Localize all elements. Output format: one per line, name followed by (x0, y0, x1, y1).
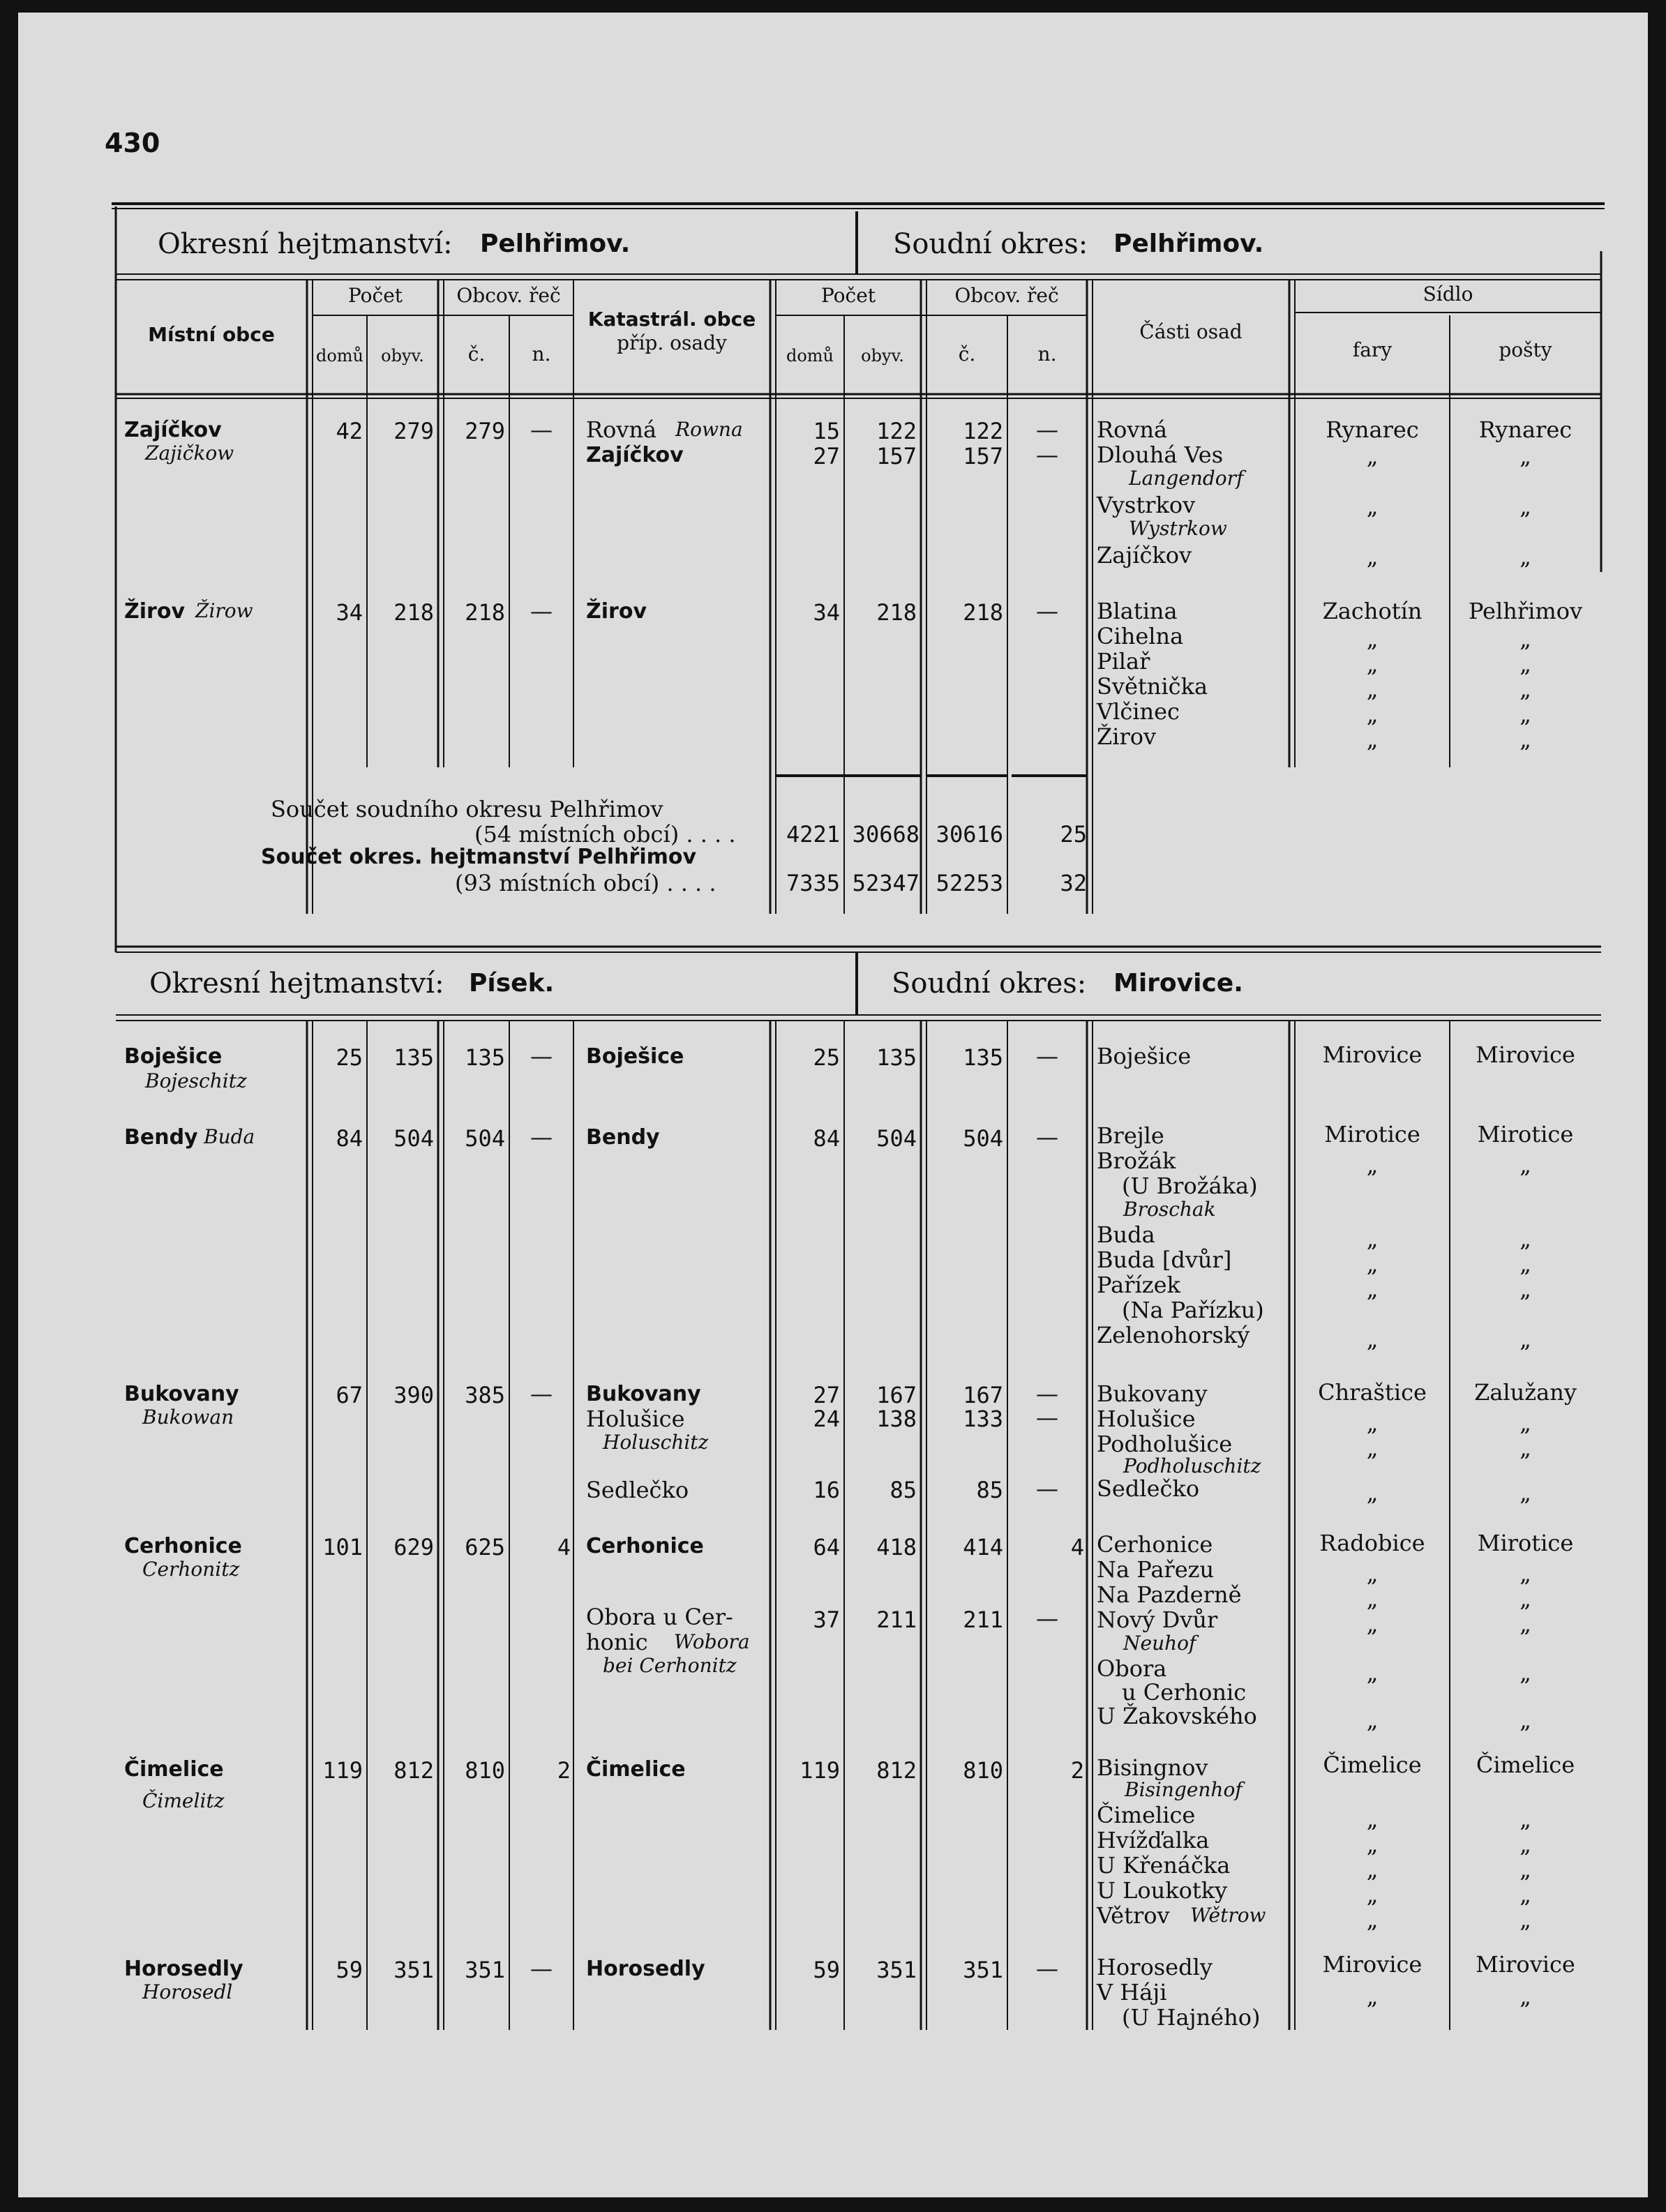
ditto: „ (1366, 1410, 1379, 1436)
col-obyv-2: obyv. (861, 346, 904, 366)
cast-osady: Cerhonice (1097, 1531, 1213, 1558)
cast-osady: Brožák (1097, 1148, 1176, 1174)
ditto: „ (1519, 1560, 1531, 1587)
col-pocet-2: Počet (820, 284, 876, 307)
col-c: č. (467, 343, 486, 366)
kat-n: — (1036, 1605, 1058, 1632)
ditto: „ (1519, 1881, 1531, 1908)
cast-osady: Cihelna (1097, 623, 1184, 649)
kat-domu: 24 (813, 1406, 840, 1432)
obec-n: — (530, 1043, 553, 1069)
kat-c: 218 (963, 599, 1003, 626)
kat-c: 157 (963, 443, 1003, 469)
kat-domu: 64 (813, 1534, 840, 1560)
kat-n: — (1036, 1124, 1058, 1150)
cast-osady: Bukovany (1097, 1380, 1208, 1407)
kat-alt-name-cont: bei Cerhonitz (603, 1654, 737, 1677)
ditto: „ (1519, 1435, 1531, 1461)
sum-label-3: Součet okres. hejtmanství Pelhřimov (261, 845, 697, 869)
col-sidlo: Sídlo (1423, 283, 1473, 306)
obec-n: — (530, 1380, 553, 1407)
obec-domu: 25 (336, 1044, 363, 1071)
obec-n: — (530, 598, 553, 624)
cast-osady: Pařízek (1097, 1272, 1180, 1298)
obec-obyv: 504 (393, 1125, 434, 1152)
obec-c: 810 (465, 1757, 505, 1784)
obec-name: Žirov (124, 599, 185, 624)
soud-name-1: Pelhřimov. (1113, 230, 1264, 258)
kat-domu: 37 (813, 1607, 840, 1633)
sidlo-fary: Chraštice (1318, 1379, 1427, 1406)
sum-label-4: (93 místních obcí) . . . . (455, 870, 716, 896)
kat-n: — (1036, 1404, 1058, 1431)
col-obyv: obyv. (381, 346, 424, 366)
ditto: „ (1519, 1152, 1531, 1178)
kat-obyv: 122 (876, 418, 917, 444)
cast-osady: Žirov (1097, 723, 1157, 750)
obec-alt-name: Buda (204, 1125, 255, 1148)
ditto: „ (1519, 676, 1531, 702)
ditto: „ (1366, 1560, 1379, 1587)
okres-label-1: Okresní hejtmanství: (158, 228, 453, 260)
cast-osady: Buda [dvůr] (1097, 1247, 1232, 1273)
cast-osady: Rovná (1097, 416, 1168, 443)
sidlo-fary: Mirovice (1322, 1041, 1423, 1068)
obec-alt-name: Bojeschitz (145, 1069, 247, 1092)
cast-osady: Nový Dvůr (1097, 1607, 1218, 1633)
ditto: „ (1366, 1856, 1379, 1883)
col-fary: fary (1352, 338, 1393, 361)
obec-obyv: 351 (393, 1957, 434, 1983)
kat-c: 211 (963, 1607, 1003, 1633)
kat-obyv: 157 (876, 443, 917, 469)
ditto: „ (1519, 543, 1531, 570)
ditto: „ (1519, 1276, 1531, 1302)
obec-obyv: 135 (393, 1044, 434, 1071)
obec-c: 504 (465, 1125, 505, 1152)
obec-alt-name: Čimelitz (142, 1789, 225, 1812)
sidlo-fary: Mirovice (1322, 1951, 1423, 1978)
sidlo-posty: Mirotice (1477, 1121, 1574, 1148)
col-pocet: Počet (347, 284, 403, 307)
okres-name-2: Písek. (469, 969, 555, 998)
sidlo-posty: Rynarec (1478, 416, 1573, 443)
sidlo-posty: Čimelice (1476, 1752, 1575, 1778)
obec-obyv: 390 (393, 1382, 434, 1408)
obec-n: 2 (557, 1757, 571, 1784)
kat-name: Bukovany (586, 1382, 701, 1406)
ditto: „ (1519, 1586, 1531, 1612)
col-mistni-obce: Místní obce (148, 323, 275, 346)
cast-osady: Vystrkov (1097, 492, 1196, 518)
obec-c: 351 (465, 1957, 505, 1983)
obec-name: Bendy (124, 1125, 198, 1150)
okres-name-1: Pelhřimov. (480, 230, 631, 258)
ditto: „ (1519, 651, 1531, 677)
sum-domu: 4221 (786, 821, 840, 848)
cast-osady-alt: Wětrow (1190, 1904, 1266, 1927)
ditto: „ (1519, 1660, 1531, 1686)
ditto: „ (1366, 1251, 1379, 1277)
soud-label-2: Soudní okres: (892, 968, 1087, 1000)
kat-obyv: 812 (876, 1757, 917, 1784)
cast-osady-alt: Podholuschitz (1123, 1454, 1261, 1477)
kat-c: 135 (963, 1044, 1003, 1071)
ditto: „ (1366, 726, 1379, 753)
cast-osady-alt: Neuhof (1123, 1632, 1196, 1655)
sum-label-1: Součet soudního okresu Pelhřimov (271, 796, 663, 822)
cast-osady: Holušice (1097, 1406, 1196, 1432)
col-obcov-rec: Obcov. řeč (456, 284, 561, 307)
ditto: „ (1366, 1586, 1379, 1612)
obec-n: — (530, 1955, 553, 1982)
kat-obyv: 218 (876, 599, 917, 626)
kat-c: 85 (976, 1477, 1003, 1503)
kat-n: — (1036, 1043, 1058, 1069)
obec-name: Zajíčkov (124, 418, 222, 442)
cast-osady: (U Hajného) (1122, 2004, 1261, 2031)
ditto: „ (1519, 1226, 1531, 1252)
page-number: 430 (105, 128, 160, 158)
ditto: „ (1519, 1410, 1531, 1436)
col-prip-osady: příp. osady (617, 331, 727, 354)
cast-osady: Horosedly (1097, 1954, 1213, 1980)
ditto: „ (1366, 651, 1379, 677)
ditto: „ (1519, 1856, 1531, 1883)
cast-osady: Zajíčkov (1097, 542, 1192, 569)
kat-obyv: 138 (876, 1406, 917, 1432)
cast-osady: Světnička (1097, 673, 1208, 700)
kat-c: 504 (963, 1125, 1003, 1152)
ditto: „ (1366, 1906, 1379, 1933)
cast-osady: U Žakovského (1097, 1703, 1257, 1729)
kat-name: Boješice (586, 1044, 684, 1069)
ditto: „ (1366, 1806, 1379, 1833)
ditto: „ (1366, 676, 1379, 702)
sum-c: 52253 (936, 870, 1003, 896)
kat-c: 133 (963, 1406, 1003, 1432)
ditto: „ (1519, 493, 1531, 520)
cast-osady: Větrov (1097, 1902, 1170, 1929)
cast-osady: Čimelice (1097, 1802, 1196, 1828)
kat-obyv: 167 (876, 1382, 917, 1408)
obec-alt-name: Zajičkow (145, 442, 234, 465)
cast-osady: Dlouhá Ves (1097, 442, 1224, 468)
ditto: „ (1366, 1152, 1379, 1178)
kat-n: — (1036, 1380, 1058, 1407)
sidlo-posty: Mirovice (1476, 1951, 1575, 1978)
ditto: „ (1519, 1251, 1531, 1277)
obec-obyv: 629 (393, 1534, 434, 1560)
obec-c: 385 (465, 1382, 505, 1408)
cast-osady: V Háji (1097, 1979, 1167, 2006)
kat-obyv: 504 (876, 1125, 917, 1152)
ditto: „ (1366, 626, 1379, 652)
kat-domu: 25 (813, 1044, 840, 1071)
kat-n: 4 (1070, 1534, 1084, 1560)
obec-domu: 84 (336, 1125, 363, 1152)
kat-n: 2 (1070, 1757, 1084, 1784)
obec-n: — (530, 1124, 553, 1150)
sidlo-fary: Čimelice (1323, 1752, 1422, 1778)
ditto: „ (1366, 1276, 1379, 1302)
sidlo-posty: Zalužany (1474, 1379, 1577, 1406)
sum-label-2: (54 místních obcí) . . . . (474, 821, 736, 848)
ditto: „ (1519, 1611, 1531, 1637)
ditto: „ (1519, 1983, 1531, 2010)
kat-c: 810 (963, 1757, 1003, 1784)
soud-name-2: Mirovice. (1113, 969, 1243, 998)
kat-alt-name: Rowna (675, 418, 743, 441)
kat-name: Bendy (586, 1125, 660, 1150)
cast-osady: Sedlečko (1097, 1475, 1200, 1502)
kat-domu: 119 (800, 1757, 840, 1784)
kat-alt-name: Holuschitz (603, 1431, 709, 1454)
ditto: „ (1366, 701, 1379, 728)
sidlo-posty: Mirotice (1477, 1530, 1574, 1556)
ditto: „ (1519, 1480, 1531, 1506)
obec-name: Cerhonice (124, 1534, 242, 1558)
sum-obyv: 30668 (852, 821, 920, 848)
sum-n: 25 (1060, 821, 1087, 848)
sidlo-posty: Pelhřimov (1468, 598, 1583, 624)
cast-osady: Pilař (1097, 648, 1150, 675)
kat-name: Čimelice (586, 1757, 686, 1782)
kat-n: — (1036, 416, 1058, 443)
kat-name: Rovná (586, 416, 657, 443)
ditto: „ (1519, 1707, 1531, 1733)
col-katastr: Katastrál. obce (587, 308, 756, 331)
ditto: „ (1366, 1707, 1379, 1733)
cast-osady: Vlčinec (1097, 698, 1180, 725)
kat-name: Zajíčkov (586, 443, 684, 467)
ditto: „ (1519, 726, 1531, 753)
kat-obyv: 418 (876, 1534, 917, 1560)
kat-name: Obora u Cer- (586, 1604, 733, 1630)
col-obcov-rec-2: Obcov. řeč (954, 284, 1059, 307)
cast-osady: Boješice (1097, 1043, 1192, 1069)
kat-c: 414 (963, 1534, 1003, 1560)
kat-alt-name: Wobora (674, 1630, 750, 1653)
cast-osady: Podholušice (1097, 1431, 1233, 1457)
ditto: „ (1519, 443, 1531, 469)
kat-domu: 34 (813, 599, 840, 626)
obec-name: Boješice (124, 1044, 223, 1069)
ditto: „ (1519, 701, 1531, 728)
obec-name: Bukovany (124, 1382, 239, 1406)
kat-domu: 27 (813, 1382, 840, 1408)
kat-obyv: 85 (890, 1477, 917, 1503)
ditto: „ (1366, 1611, 1379, 1637)
col-casti-osad: Části osad (1139, 320, 1243, 343)
kat-obyv: 135 (876, 1044, 917, 1071)
sum-domu: 7335 (786, 870, 840, 896)
cast-osady: U Loukotky (1097, 1877, 1228, 1904)
sum-c: 30616 (936, 821, 1003, 848)
kat-c: 351 (963, 1957, 1003, 1983)
cast-osady: (Na Pařízku) (1122, 1297, 1264, 1323)
ditto: „ (1366, 443, 1379, 469)
sum-obyv: 52347 (852, 870, 920, 896)
ditto: „ (1366, 1983, 1379, 2010)
cast-osady: U Křenáčka (1097, 1852, 1231, 1879)
ditto: „ (1519, 1806, 1531, 1833)
kat-obyv: 211 (876, 1607, 917, 1633)
obec-c: 218 (465, 599, 505, 626)
obec-domu: 119 (322, 1757, 363, 1784)
sum-n: 32 (1060, 870, 1087, 896)
obec-name: Horosedly (124, 1957, 243, 1981)
kat-domu: 59 (813, 1957, 840, 1983)
kat-name: Cerhonice (586, 1534, 704, 1558)
kat-name: Holušice (586, 1406, 685, 1432)
cast-osady: Brejle (1097, 1122, 1164, 1149)
obec-c: 625 (465, 1534, 505, 1560)
kat-n: — (1036, 598, 1058, 624)
cast-osady: Zelenohorský (1097, 1322, 1250, 1348)
ditto: „ (1366, 1881, 1379, 1908)
ditto: „ (1366, 1435, 1379, 1461)
kat-obyv: 351 (876, 1957, 917, 1983)
ditto: „ (1366, 1660, 1379, 1686)
cast-osady: (U Brožáka) (1122, 1173, 1258, 1199)
cast-osady: u Cerhonic (1122, 1679, 1247, 1706)
kat-name: Sedlečko (586, 1477, 689, 1503)
soud-label-1: Soudní okres: (893, 228, 1088, 260)
kat-c: 122 (963, 418, 1003, 444)
col-c-2: č. (958, 343, 976, 366)
ditto: „ (1366, 1480, 1379, 1506)
cast-osady: Obora (1097, 1655, 1167, 1682)
sidlo-posty: Mirovice (1476, 1041, 1575, 1068)
obec-obyv: 279 (393, 418, 434, 444)
obec-n: 4 (557, 1534, 571, 1560)
kat-domu: 84 (813, 1125, 840, 1152)
ditto: „ (1366, 1326, 1379, 1353)
col-domu: domů (315, 346, 364, 366)
ditto: „ (1519, 1831, 1531, 1858)
kat-n: — (1036, 1955, 1058, 1982)
cast-osady: Na Pařezu (1097, 1556, 1215, 1583)
obec-alt-name: Horosedl (142, 1980, 233, 2003)
sidlo-fary: Zachotín (1322, 598, 1423, 624)
obec-n: — (530, 416, 553, 443)
cast-osady-alt: Wystrkow (1129, 517, 1227, 540)
obec-c: 135 (465, 1044, 505, 1071)
cast-osady-alt: Broschak (1123, 1198, 1216, 1221)
obec-obyv: 812 (393, 1757, 434, 1784)
kat-domu: 16 (813, 1477, 840, 1503)
col-domu-2: domů (786, 346, 834, 366)
kat-name: Horosedly (586, 1957, 705, 1981)
col-posty: pošty (1499, 338, 1552, 361)
cast-osady-alt: Bisingenhof (1125, 1778, 1243, 1801)
cast-osady-alt: Langendorf (1129, 467, 1244, 490)
obec-domu: 34 (336, 599, 363, 626)
cast-osady: Buda (1097, 1221, 1155, 1248)
ditto: „ (1519, 626, 1531, 652)
cast-osady: Bisingnov (1097, 1754, 1208, 1781)
ditto: „ (1519, 1906, 1531, 1933)
kat-n: — (1036, 442, 1058, 468)
kat-domu: 15 (813, 418, 840, 444)
kat-c: 167 (963, 1382, 1003, 1408)
obec-alt-name: Bukowan (142, 1406, 234, 1429)
sidlo-fary: Rynarec (1326, 416, 1419, 443)
obec-name: Čimelice (124, 1757, 224, 1782)
kat-domu: 27 (813, 443, 840, 469)
ditto: „ (1366, 493, 1379, 520)
cast-osady: Na Pazderně (1097, 1581, 1242, 1608)
col-n: n. (532, 343, 551, 366)
cast-osady: Hvížďalka (1097, 1827, 1210, 1853)
obec-alt-name: Cerhonitz (142, 1558, 240, 1581)
kat-n: — (1036, 1475, 1058, 1502)
obec-domu: 59 (336, 1957, 363, 1983)
sidlo-fary: Mirotice (1324, 1121, 1420, 1148)
ditto: „ (1366, 1226, 1379, 1252)
obec-domu: 42 (336, 418, 363, 444)
obec-domu: 101 (322, 1534, 363, 1560)
kat-name-cont: honic (586, 1629, 648, 1655)
sidlo-fary: Radobice (1319, 1530, 1425, 1556)
obec-alt-name: Žirow (195, 599, 253, 622)
ditto: „ (1519, 1326, 1531, 1353)
obec-obyv: 218 (393, 599, 434, 626)
okres-label-2: Okresní hejtmanství: (149, 968, 444, 1000)
obec-c: 279 (465, 418, 505, 444)
ditto: „ (1366, 1831, 1379, 1858)
obec-domu: 67 (336, 1382, 363, 1408)
ditto: „ (1366, 543, 1379, 570)
cast-osady: Blatina (1097, 598, 1178, 624)
kat-name: Žirov (586, 599, 647, 624)
col-n-2: n. (1037, 343, 1057, 366)
